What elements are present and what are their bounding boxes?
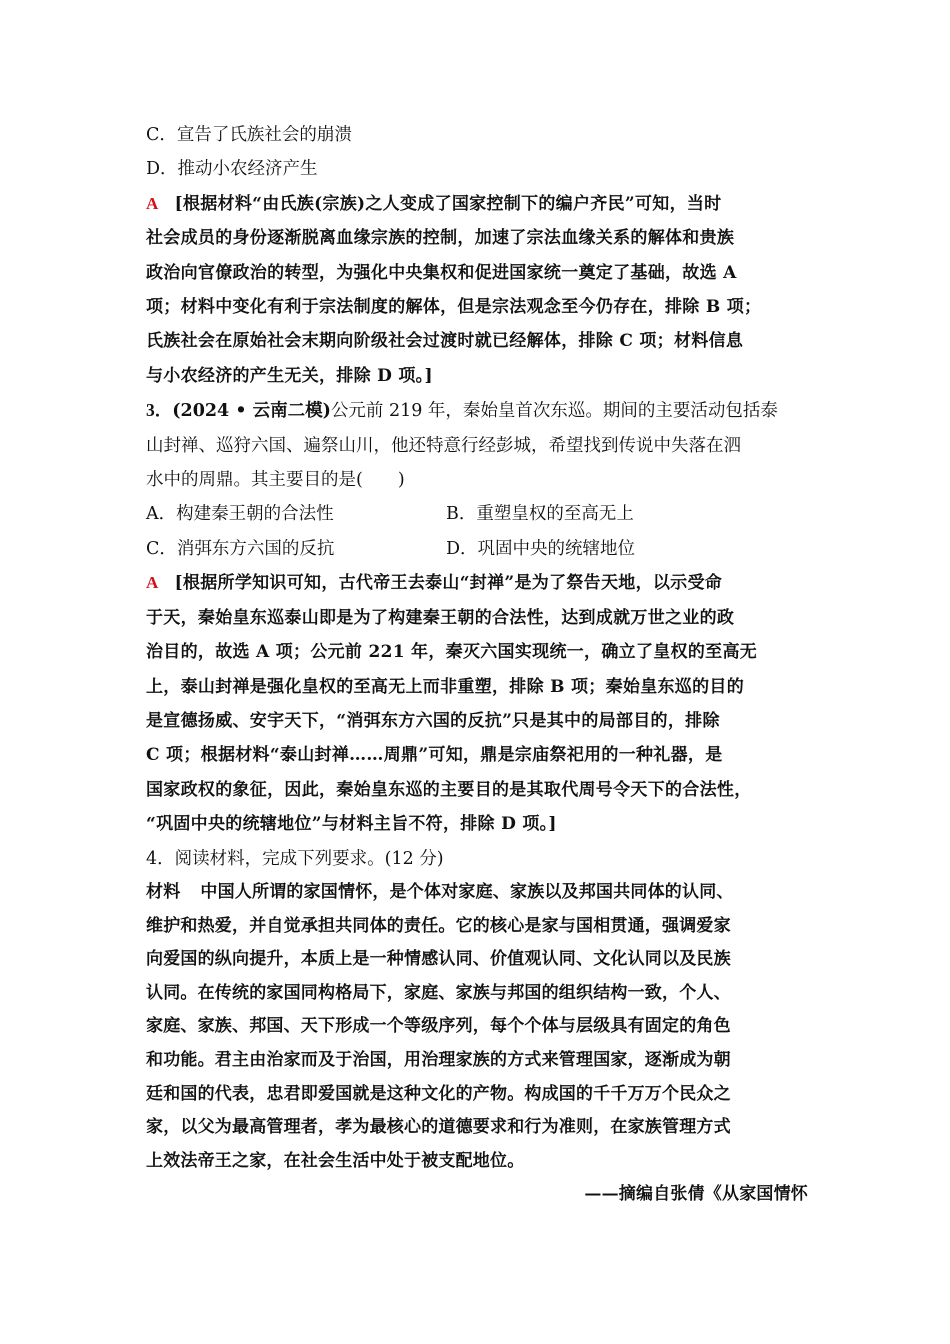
- q3-explanation-line: “巩固中央的统辖地位”与材料主旨不符，排除 D 项。]: [146, 814, 557, 835]
- q3-explanation-line: 上，泰山封禅是强化皇权的至高无上而非重塑，排除 B 项；秦始皇东巡的目的: [146, 676, 745, 697]
- q3-option-a: A．构建秦王朝的合法性: [146, 504, 334, 525]
- q2-explanation-line: 政治向官僚政治的转型，为强化中央集权和促进国家统一奠定了基础，故选 A: [146, 262, 737, 283]
- q3-stem-line: 山封禅、巡狩六国、遍祭山川，他还特意行经彭城，希望找到传说中失落在泗: [146, 435, 741, 456]
- q3-options-row: [146, 497, 814, 531]
- q2-explanation-line: 社会成员的身份逐渐脱离血缘宗族的控制，加速了宗法血缘关系的解体和贵族: [146, 228, 735, 249]
- q4-material-line: 认同。在传统的家国同构格局下，家庭、家族与邦国的组织结构一致，个人、: [146, 982, 731, 1003]
- document-page: [146, 118, 814, 1212]
- q4-material-line: 和功能。君主由治家而及于治国，用治理家族的方式来管理国家，逐渐成为朝: [146, 1049, 731, 1070]
- q4-citation: ——摘编自张倩《从家国情怀: [584, 1184, 808, 1205]
- q3-option-c: C．消弭东方六国的反抗: [146, 538, 335, 559]
- q2-explanation-line: 与小农经济的产生无关，排除 D 项。]: [146, 365, 433, 386]
- q3-explanation-line: 治目的，故选 A 项；公元前 221 年，秦灭六国实现统一，确立了皇权的至高无: [146, 642, 758, 663]
- q4-material-line: 家，以父为最高管理者，孝为最核心的道德要求和行为准则，在家族管理方式: [146, 1117, 731, 1138]
- q3-stem-line: 3．(2024 • 云南二模)公元前 219 年，秦始皇首次东巡。期间的主要活动包括泰: [146, 400, 778, 422]
- q4-material-line: 家庭、家族、邦国、天下形成一个等级序列，每个个体与层级具有固定的角色: [146, 1016, 731, 1037]
- q3-stem-line: 水中的周鼎。其主要目的是( ): [146, 470, 405, 491]
- q3-explanation-line: 国家政权的象征，因此，秦始皇东巡的主要目的是其取代周号令天下的合法性，: [146, 779, 752, 800]
- q2-explanation-line: A [根据材料“由氏族(宗族)之人变成了国家控制下的编户齐民”可知，当时: [146, 193, 722, 214]
- q3-explanation-line: 是宣德扬威、安宇天下，“消弭东方六国的反抗”只是其中的局部目的，排除: [146, 710, 720, 731]
- material-tag: 材料: [146, 881, 181, 902]
- q4-material-line: 材料 中国人所谓的家国情怀，是个体对家庭、家族以及邦国共同体的认同、: [146, 881, 734, 902]
- q3-option-d: D．巩固中央的统辖地位: [446, 538, 636, 559]
- q3-explanation-line: A [根据所学知识可知，古代帝王去泰山“封禅”是为了祭告天地，以示受命: [146, 573, 723, 594]
- q4-material-line: 廷和国的代表，忠君即爱国就是这种文化的产物。构成国的千千万万个民众之: [146, 1083, 731, 1104]
- q3-number: 3．: [146, 400, 173, 421]
- q2-explanation-line: 氏族社会在原始社会末期向阶级社会过渡时就已经解体，排除 C 项；材料信息: [146, 331, 744, 352]
- q3-option-b: B．重塑皇权的至高无上: [446, 504, 634, 525]
- q3-explanation-line: C 项；根据材料“泰山封禅……周鼎”可知，鼎是宗庙祭祀用的一种礼器，是: [146, 745, 723, 766]
- q4-material-line: 上效法帝王之家，在社会生活中处于被支配地位。: [146, 1150, 525, 1171]
- q3-answer-letter: A: [146, 573, 159, 593]
- q3-options-row: [146, 532, 814, 566]
- q2-explanation-line: 项；材料中变化有利于宗法制度的解体，但是宗法观念至今仍存在，排除 B 项；: [146, 297, 762, 318]
- q4-material-line: 向爱国的纵向提升，本质上是一种情感认同、价值观认同、文化认同以及民族: [146, 949, 731, 970]
- q3-source: (2024 • 云南二模): [172, 401, 331, 422]
- q2-option-c: C．宣告了氏族社会的崩溃: [146, 125, 352, 145]
- q2-answer-letter: A: [146, 193, 159, 213]
- q3-explanation-line: 于天，秦始皇东巡泰山即是为了构建秦王朝的合法性，达到成就万世之业的政: [146, 607, 735, 628]
- q4-material-line: 维护和热爱，并自觉承担共同体的责任。它的核心是家与国相贯通，强调爱家: [146, 915, 731, 936]
- q2-option-d: D．推动小农经济产生: [146, 159, 318, 180]
- q4-stem: 4．阅读材料，完成下列要求。(12 分): [146, 848, 444, 869]
